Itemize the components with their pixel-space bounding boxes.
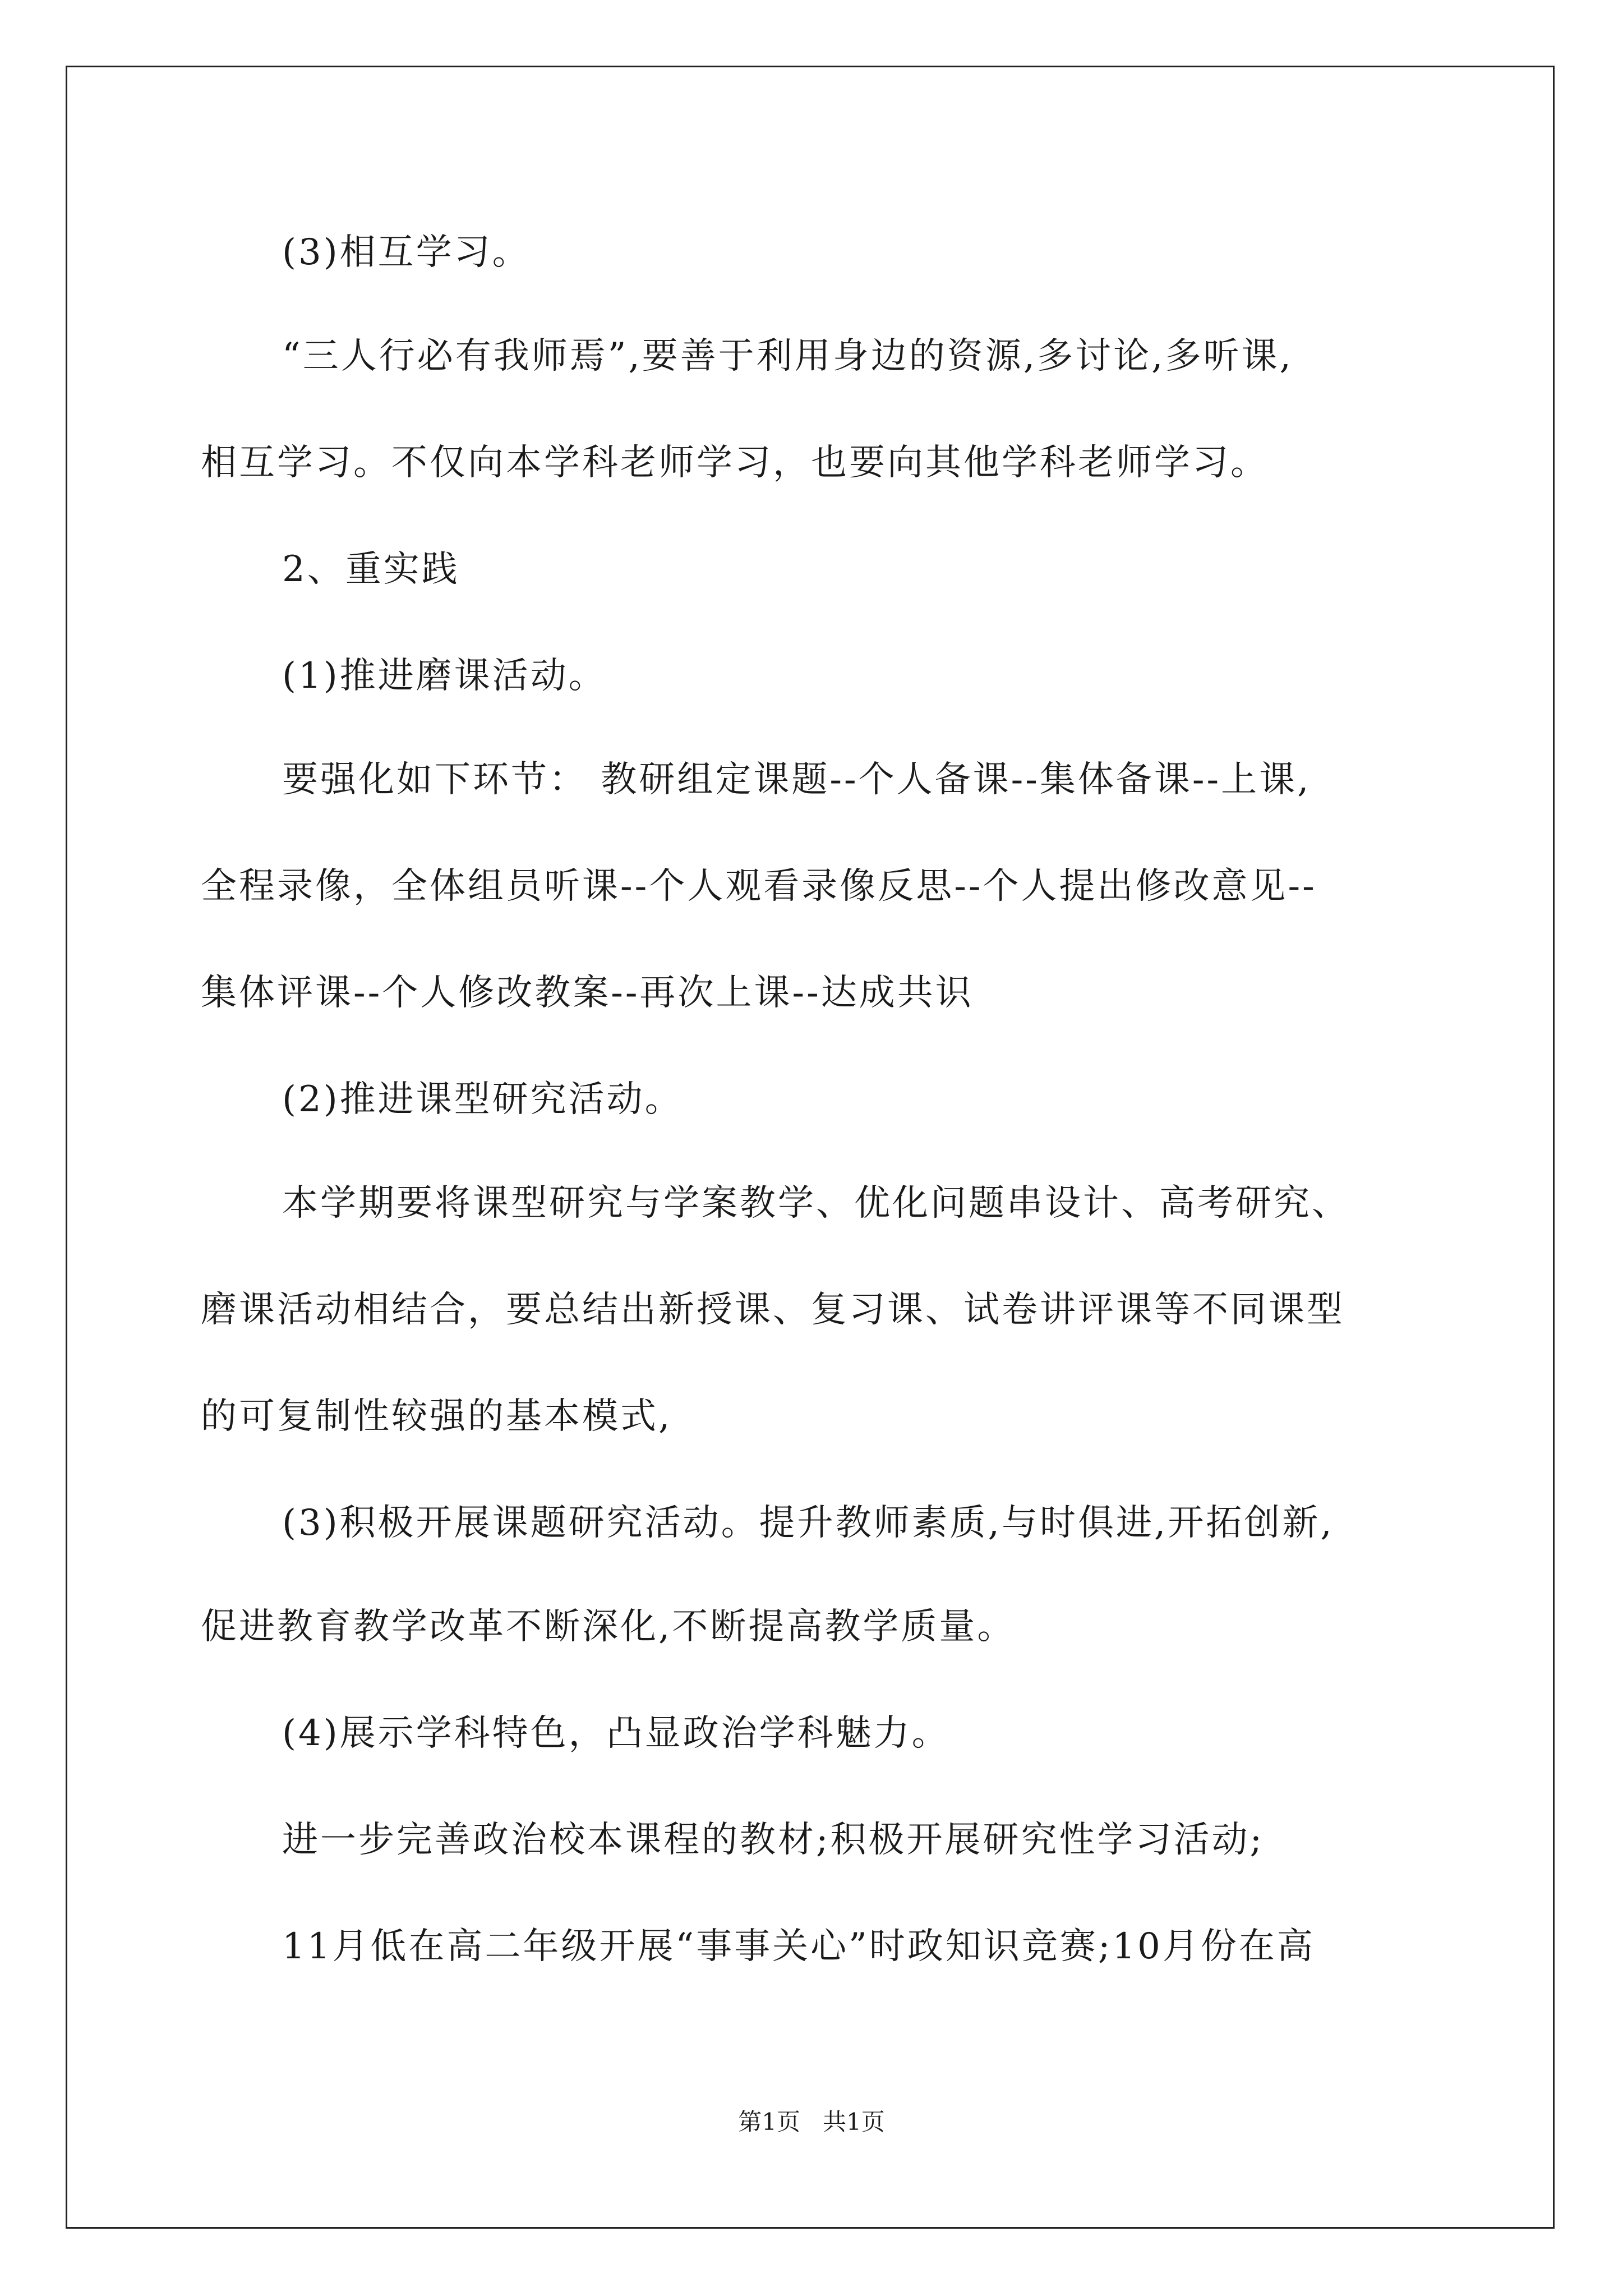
page-border: [66, 66, 1555, 2229]
paragraph-line: 磨课活动相结合，要总结出新授课、复习课、试卷讲评课等不同课型: [201, 1289, 1345, 1331]
paragraph-line: 集体评课--个人修改教案--再次上课--达成共识: [201, 972, 974, 1014]
paragraph-line: (3)积极开展课题研究活动。提升教师素质,与时俱进,开拓创新,: [282, 1502, 1334, 1544]
paragraph-line: 本学期要将课型研究与学案教学、优化问题串设计、高考研究、: [282, 1182, 1350, 1224]
paragraph-line: 全程录像，全体组员听课--个人观看录像反思--个人提出修改意见--: [201, 866, 1317, 907]
paragraph-line: (2)推进课型研究活动。: [282, 1079, 683, 1120]
paragraph-line: 的可复制性较强的基本模式,: [201, 1396, 672, 1437]
paragraph-line: 相互学习。不仅向本学科老师学习，也要向其他学科老师学习。: [201, 442, 1269, 484]
page-number-footer: 第1页 共1页: [738, 2108, 885, 2136]
paragraph-line: (3)相互学习。: [282, 232, 531, 273]
paragraph-line: (1)推进磨课活动。: [282, 655, 607, 697]
paragraph-line: “三人行必有我师焉”,要善于利用身边的资源,多讨论,多听课,: [282, 335, 1293, 377]
paragraph-line: 进一步完善政治校本课程的教材;积极开展研究性学习活动;: [282, 1819, 1265, 1861]
paragraph-line: 11月低在高二年级开展“事事关心”时政知识竞赛;10月份在高: [282, 1926, 1315, 1967]
paragraph-line: (4)展示学科特色，凸显政治学科魅力。: [282, 1713, 950, 1754]
paragraph-line: 要强化如下环节： 教研组定课题--个人备课--集体备课--上课,: [282, 759, 1311, 800]
section-heading: 2、重实践: [282, 549, 460, 590]
paragraph-line: 促进教育教学改革不断深化,不断提高教学质量。: [201, 1606, 1016, 1648]
